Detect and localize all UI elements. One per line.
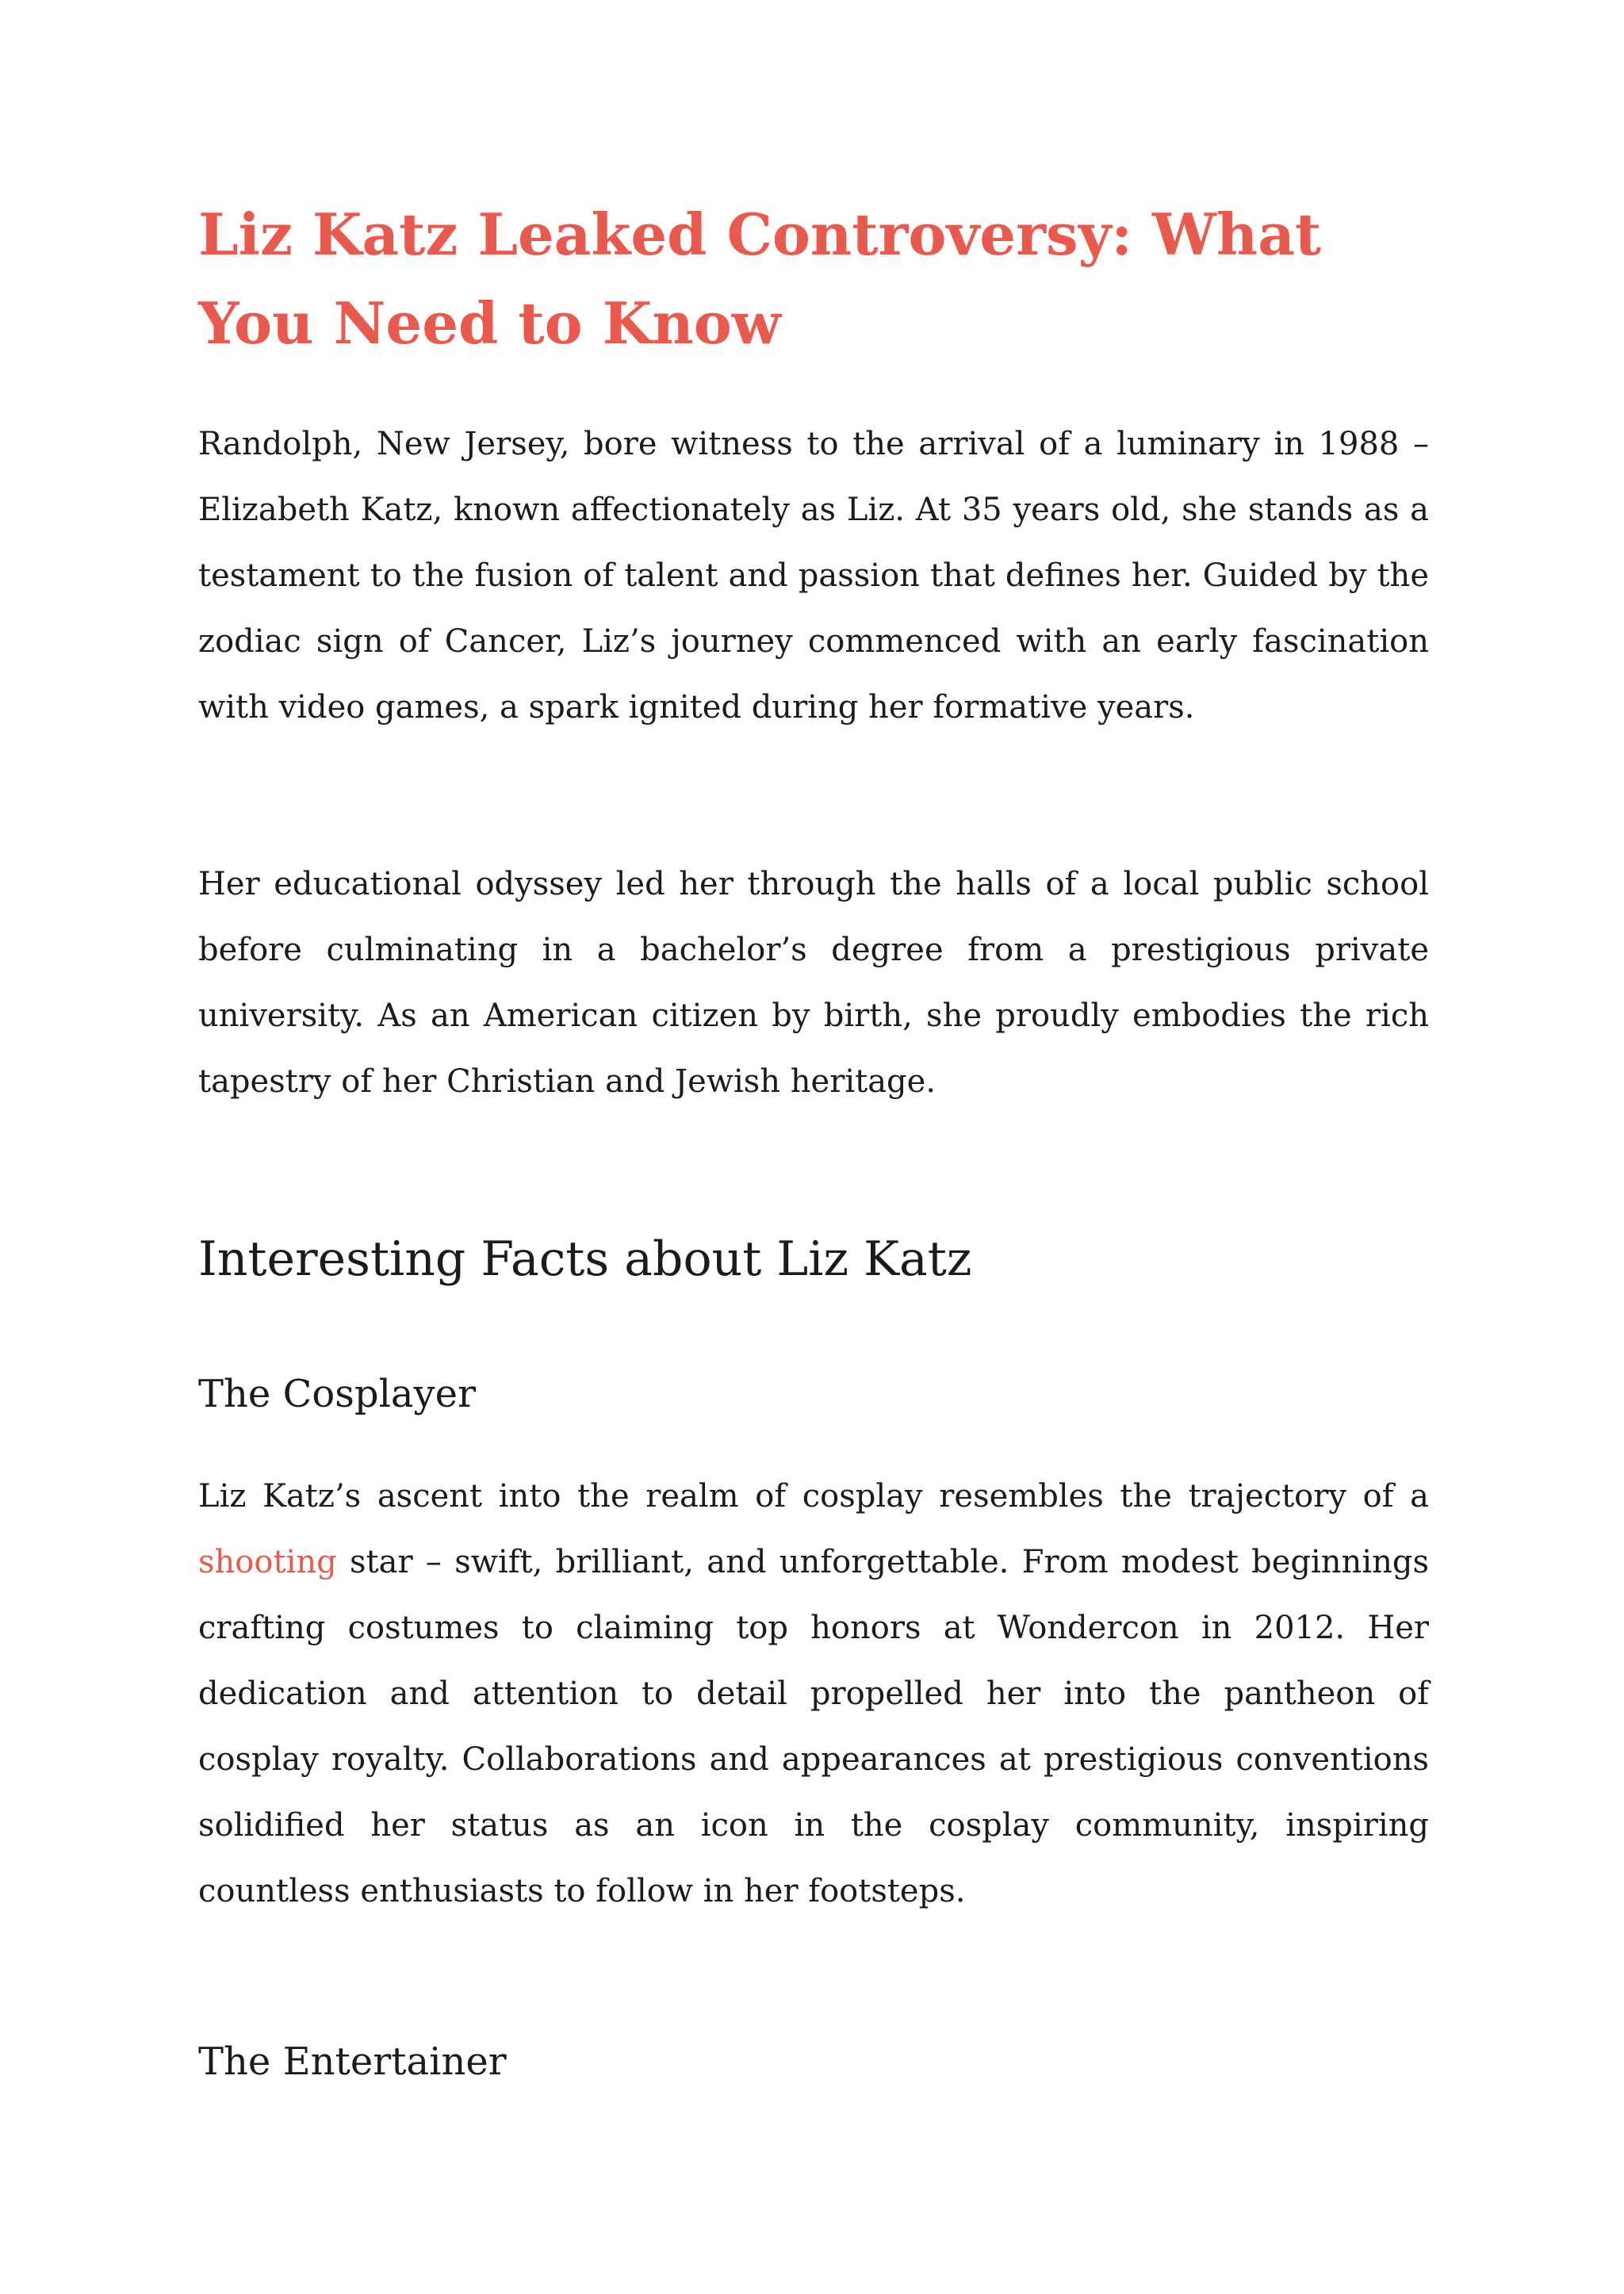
shooting-link[interactable]: shooting xyxy=(198,1544,337,1580)
paragraph-intro: Randolph, New Jersey, bore witness to the arrival of a luminary in 1988 – Elizabeth Katz, known affectionately as Liz. At 35 years old, she stands as a testament to the fusion of talent and passion that defines her. Guided by the zodiac sign of Cancer, Liz’s journey commenced with an early fascination with video games, a spark ignited during her formative years. xyxy=(198,426,1429,726)
paragraph-education: Her educational odyssey led her through the halls of a local public school before culminating in a bachelor’s degree from a prestigious private university. As an American citizen by birth, she proudly embodies the rich tapestry of her Christian and Jewish heritage. xyxy=(198,866,1429,1100)
section-heading-interesting-facts: Interesting Facts about Liz Katz xyxy=(198,1231,972,1287)
paragraph-cosplayer xyxy=(198,1464,1429,1924)
article-title: Liz Katz Leaked Controversy: What You Need to Know xyxy=(198,201,1322,357)
subsection-heading-entertainer: The Entertainer xyxy=(198,2039,507,2084)
subsection-heading-cosplayer: The Cosplayer xyxy=(198,1372,477,1416)
paragraph-cosplayer-text-after-link: star – swift, brilliant, and unforgettable. From modest beginnings crafting costumes to claiming top honors at Wondercon in 2012. Her dedication and attention to detail propelled her into the pantheon of cosplay royalty. Collaborations and appearances at prestigious conventions solidified her status as an icon in the cosplay community, inspiring countless enthusiasts to follow in her footsteps. xyxy=(198,1544,1429,1909)
paragraph-cosplayer-text-before-link: Liz Katz’s ascent into the realm of cosplay resembles the trajectory of a xyxy=(198,1478,1429,1515)
